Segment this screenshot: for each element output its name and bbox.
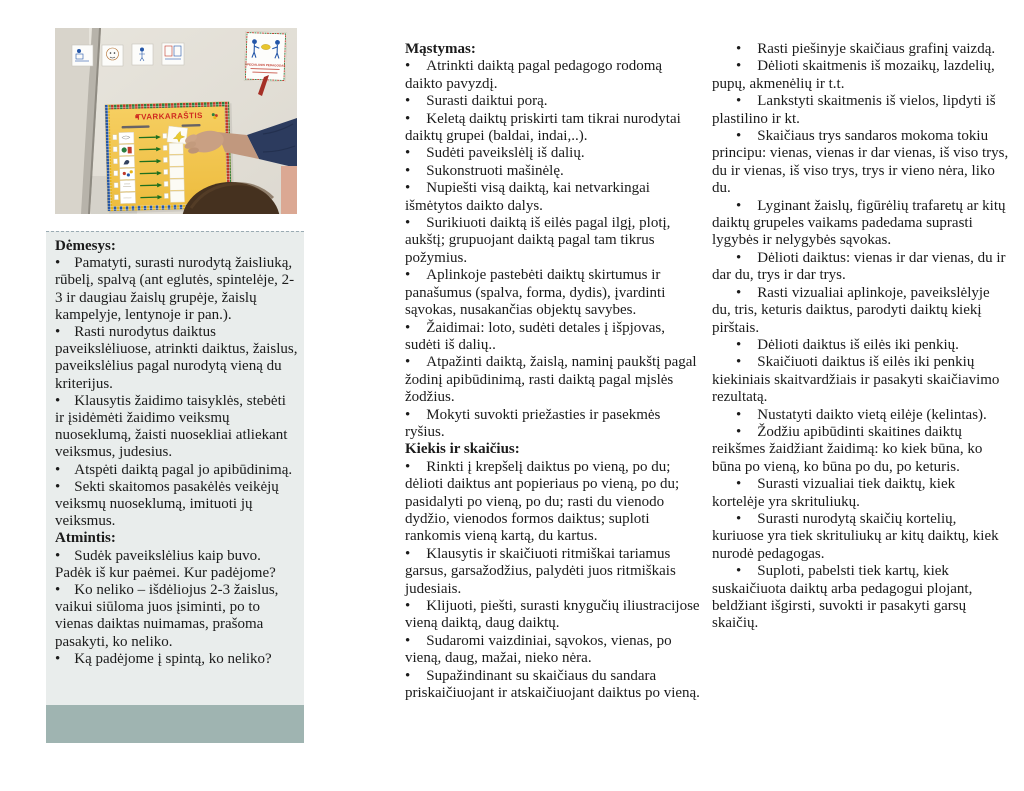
list-item: • Suploti, pabelsti tiek kartų, kiek suskaičiuota daiktų arba pedagogui plojant, beldžiant išgirsti, suvokti ir pasakyti garsų skaičių. xyxy=(712,563,1009,633)
poster-subheading-right xyxy=(182,124,201,127)
section-heading-atmintis: Atmintis: xyxy=(55,530,116,547)
list-item: • Skaičiaus trys sandaros mokoma tokiu principu: vienas, vienas ir dar vienas, iš viso trys, du ir vienas, iš viso trys, trys ir vieno nėra, liko du. xyxy=(712,128,1009,198)
pictogram-card-4 xyxy=(162,43,184,65)
photo-illustration xyxy=(55,28,297,214)
list-item: • Rinkti į krepšelį daiktus po vieną, po du; dėlioti daiktus ant popieriaus po vieną, po du; pasidalyti po vieną, po du; rasti du vienodo dydžio, vienodos formos daiktus; suploti rankomis vieną kartą, du kartus. xyxy=(405,459,701,546)
list-item: • Rasti nurodytus daiktus paveikslėliuose, atrinkti daiktus, žaislus, paveikslėlius pagal nurodytą vieną du kriterijus. xyxy=(55,324,298,393)
list-item: • Nupiešti visą daiktą, kai netvarkingai išmėtytos daikto dalys. xyxy=(405,180,701,215)
list-item: • Surasti vizualiai tiek daiktų, kiek kortelėje yra skrituliukų. xyxy=(712,476,1009,511)
list-item: • Aplinkoje pastebėti daiktų skirtumus ir panašumus (spalva, forma, dydis), įvardinti sąvokas, nusakančias objektų savybes. xyxy=(405,267,701,319)
list-item: • Skaičiuoti daiktus iš eilės iki penkių kiekiniais skaitvardžiais ir pasakyti skaičiavimo rezultatą. xyxy=(712,354,1009,406)
list-item: • Pamatyti, surasti nurodytą žaisliuką, rūbelį, spalvą (ant eglutės, spintelėje, 2-3 ir daugiau žaislų grupėje, žaislų kampelyje, lentynoje ir pan.). xyxy=(55,255,298,324)
column-thinking xyxy=(405,41,701,702)
list-item: • Atspėti daiktą pagal jo apibūdinimą. xyxy=(55,462,298,479)
list-item: • Dėlioti daiktus iš eilės iki penkių. xyxy=(712,337,1009,354)
list-item: • Sudaromi vaizdiniai, sąvokos, vienas, po vieną, daug, mažai, nieko nėra. xyxy=(405,633,701,668)
section-heading-kiekis: Kiekis ir skaičius: xyxy=(405,441,520,458)
list-item: • Rasti vizualiai aplinkoje, paveikslėlyje du, tris, keturis daiktus, parodyti daiktų kiekį pirštais. xyxy=(712,285,1009,337)
list-item: • Ko neliko – išdėliojus 2-3 žaislus, vaikui siūloma juos įsiminti, po to vienas daiktas nuimamas, prašoma pasakyti, ko neliko. xyxy=(55,582,298,651)
list-item: • Dėlioti skaitmenis iš mozaikų, lazdelių, pupų, akmenėlių ir t.t. xyxy=(712,58,1009,93)
list-item: • Klausytis žaidimo taisyklės, stebėti ir įsidėmėti žaidimo veiksmų nuoseklumą, žaisti nuosekliai atliekant veiksmus, judesius. xyxy=(55,393,298,462)
pictogram-card-2 xyxy=(102,45,123,66)
list-item: • Atrinkti daiktą pagal pedagogo rodomą daikto pavyzdį. xyxy=(405,58,701,93)
list-item: • Sekti skaitomos pasakėlės veikėjų veiksmų nuoseklumą, imituoti jų veiksmus. xyxy=(55,479,298,531)
list-item: • Surikiuoti daiktą iš eilės pagal ilgį, plotį, aukštį; grupuojant daiktą pagal tam tikrus požymius. xyxy=(405,215,701,267)
list-item: • Atpažinti daiktą, žaislą, naminį paukštį pagal žodinį apibūdinimą, rasti daiktą pagal mįslės žodžius. xyxy=(405,354,701,406)
pictogram-card-1 xyxy=(72,45,93,66)
list-item: • Klausytis ir skaičiuoti ritmiškai tariamus garsus, garsažodžius, palydėti juos ritmiškais judesiais. xyxy=(405,546,701,598)
column-continued xyxy=(712,41,1009,633)
list-item: • Lankstyti skaitmenis iš vielos, lipdyti iš plastilino ir kt. xyxy=(712,93,1009,128)
list-item: • Supažindinant su skaičiaus du sandara priskaičiuojant ir atskaičiuojant daiktus po vieną. xyxy=(405,668,701,703)
list-item: • Lyginant žaislų, figūrėlių trafaretų ar kitų daiktų grupeles vaikams padedama suprasti lygybės ir nelygybės sąvokas. xyxy=(712,198,1009,250)
section-heading-mastymas: Mąstymas: xyxy=(405,41,476,57)
list-item: • Surasti nurodytą skaičių kortelių, kuriuose yra tiek skrituliukų ar kitų daiktų, kiek nurodė pedagogas. xyxy=(712,511,1009,563)
list-item: • Žaidimai: loto, sudėti detales į išpjovas, sudėti iš dalių.. xyxy=(405,320,701,355)
teal-footer-bar xyxy=(46,705,304,743)
list-item: • Ką padėjome į spintą, ko neliko? xyxy=(55,651,298,668)
list-item: • Keletą daiktų priskirti tam tikrai nurodytai daiktų grupei (baldai, indai,..). xyxy=(405,111,701,146)
list-item: • Sukonstruoti mašinėlę. xyxy=(405,163,701,180)
section-heading-demesys: Dėmesys: xyxy=(55,238,116,254)
specialist-sign xyxy=(244,31,287,81)
attention-memory-box xyxy=(46,231,304,743)
pictogram-card-3 xyxy=(132,44,153,65)
list-item: • Rasti piešinyje skaičiaus grafinį vaizdą. xyxy=(712,41,1009,58)
classroom-photo xyxy=(55,28,297,214)
list-item: • Surasti daiktui porą. xyxy=(405,93,701,110)
list-item: • Dėlioti daiktus: vienas ir dar vienas, du ir dar du, trys ir dar trys. xyxy=(712,250,1009,285)
list-item: • Žodžiu apibūdinti skaitines daiktų reikšmes žaidžiant žaidimą: ko kiek būna, ko būna po vieną, ko būna po du, po keturis. xyxy=(712,424,1009,476)
poster-title: TVARKARAŠTIS xyxy=(135,110,203,122)
sign-text: SPECIALUSIS PEDAGOGAS xyxy=(244,62,286,68)
list-item: • Sudėk paveikslėlius kaip buvo. Padėk iš kur paėmei. Kur padėjome? xyxy=(55,548,298,582)
list-item: • Sudėti paveikslėlį iš dalių. xyxy=(405,145,701,162)
pink-corner xyxy=(281,166,297,214)
sun-card xyxy=(167,126,188,144)
list-item: • Klijuoti, piešti, surasti knygučių iliustracijose vieną daiktą, daug daiktų. xyxy=(405,598,701,633)
list-item: • Nustatyti daikto vietą eilėje (kelintas). xyxy=(712,407,1009,424)
list-item: • Mokyti suvokti priežasties ir pasekmės ryšius. xyxy=(405,407,701,442)
